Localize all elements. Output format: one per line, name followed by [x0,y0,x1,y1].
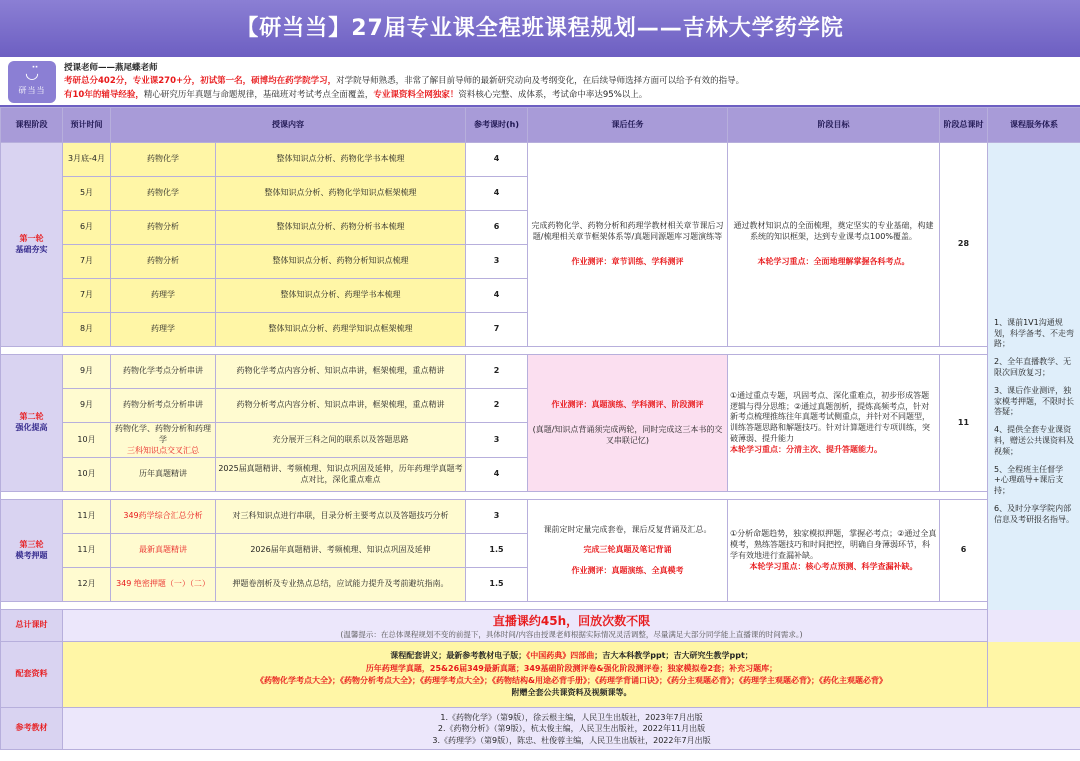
row-content: 对三科知识点进行串联，目录分析主要考点以及答题技巧分析 [216,500,466,534]
row-hours: 2 [466,355,528,389]
phase-2-goal: ①通过重点专题，巩固考点、深化重难点，初步形成答题逻辑与得分思维；②通过真题剖析，提炼高频考点，针对新考点梳理推练往年真题考试侧重点，并针对不同题型，训练答题思路和解题技巧。针对计算题进行专项训练，突破薄弱、提升能力 本轮学习重点：分清主次、提升答题能力。 [728,355,940,492]
header-phase: 课程阶段 [1,108,63,143]
row-hours: 4 [466,279,528,313]
header-content: 授课内容 [111,108,466,143]
phase-2-task: 作业测评：真题演练、学科测评、阶段测评 (真题/知识点背诵须完成两轮，同时完成这三本书的交叉串联记忆) [528,355,728,492]
row-content: 药物分析考点内容分析、知识点串讲，框架梳理，重点精讲 [216,389,466,423]
row-hours: 2 [466,389,528,423]
phase-2-label: 第二轮 强化提高 [1,355,63,492]
phase-3-total: 6 [940,500,988,602]
service-item: 3、课后作业测评，独家模考押题，不限时长答疑； [994,385,1074,417]
row-hours: 3 [466,423,528,458]
header-time: 预计时间 [63,108,111,143]
row-subject: 药理学 [111,313,216,347]
row-time: 9月 [63,355,111,389]
phase-divider [1,602,988,610]
logo-face-icon: ◡̈ [25,63,39,82]
logo-text: 研当当 [18,86,46,95]
row-subject: 历年真题精讲 [111,458,216,492]
phase-1-label: 第一轮 基础夯实 [1,143,63,347]
teacher-credentials: 考研总分402分，专业课270+分，初试第一名，硕博均在药学院学习，对学院导师熟悉，非常了解目前导师的最新研究动向及考纲变化，在后续导师选择方面可以给予有效的指导。 [64,76,745,86]
row-time: 7月 [63,279,111,313]
table-header-row [1,108,1080,143]
row-subject: 最新真题精讲 [111,534,216,568]
row-subject: 药理学 [111,279,216,313]
row-content: 充分展开三科之间的联系以及答题思路 [216,423,466,458]
textbook-item: 3.《药理学》（第9版），陈忠、杜俊蓉主编，人民卫生出版社，2022年7月出版 [432,735,711,745]
row-time: 9月 [63,389,111,423]
row-hours: 4 [466,177,528,211]
service-item: 5、全程班主任督学+心理疏导+课后支持； [994,464,1064,496]
phase-1-task: 完成药物化学、药物分析和药理学教材相关章节课后习题/梳理相关章节框架体系等/真题同源题库习题演练等 作业测评：章节训练、学科测评 [528,143,728,347]
header-service: 课程服务体系 [988,108,1080,143]
row-time: 3月底-4月 [63,143,111,177]
phase-2-total: 11 [940,355,988,492]
service-item: 6、及时分享学院内部信息及考研报名指导。 [994,503,1074,524]
row-subject: 药物分析考点分析串讲 [111,389,216,423]
row-hours: 3 [466,245,528,279]
row-hours: 3 [466,500,528,534]
brand-logo [8,61,56,103]
materials-info: 课程配套讲义；最新参考教材电子版；《中国药典》四部曲；吉大本科教学ppt；吉大研究生教学ppt； 历年药理学真题，25&26届349最新真题；349基础阶段测评卷&强化阶段测评卷；独家模拟卷2套；补充习题库； 《药物化学考点大全》；《药物分析考点大全》；《药理学考点大全》；《药物结构&用途必背手册》；《药理学背诵口诀》；《药分主观题必背》；《药理学主观题必背》；《药化主观题必背》 附赠全套公共课资料及视频课等。 [63,642,1080,708]
phase-3-goal: ①分析命题趋势，独家模拟押题，掌握必考点；②通过全真模考，熟练答题技巧和时间把控，明确自身薄弱环节，科学有效地进行查漏补缺。 本轮学习重点：核心考点预测、科学查漏补缺。 [728,500,940,602]
teacher-name: 授课老师——燕尾蝶老师 [64,63,158,73]
row-content: 整体知识点分析、药物分析知识点梳理 [216,245,466,279]
phase-3-label: 第三轮 模考押题 [1,500,63,602]
row-content: 整体知识点分析、药物化学知识点框架梳理 [216,177,466,211]
phase-1-total: 28 [940,143,988,347]
total-hours-label: 总计课时 [1,610,63,642]
row-content: 整体知识点分析、药理学书本梳理 [216,279,466,313]
textbooks-label: 参考教材 [1,708,63,750]
row-time: 5月 [63,177,111,211]
row-time: 6月 [63,211,111,245]
row-content: 整体知识点分析、药理学知识点框架梳理 [216,313,466,347]
row-subject: 349药学综合汇总分析 [111,500,216,534]
table-row [1,143,1080,177]
row-hours: 1.5 [466,534,528,568]
row-hours: 1.5 [466,568,528,602]
header-total: 阶段总课时 [940,108,988,143]
row-hours: 6 [466,211,528,245]
row-content: 整体知识点分析、药物分析书本梳理 [216,211,466,245]
row-time: 10月 [63,423,111,458]
header-task: 课后任务 [528,108,728,143]
textbook-item: 2.《药物分析》（第9版），杭太俊主编，人民卫生出版社，2022年11月出版 [437,724,706,734]
table-row [1,355,1080,389]
row-time: 7月 [63,245,111,279]
row-subject: 药物分析 [111,211,216,245]
phase-divider [1,347,988,355]
table-row [1,500,1080,534]
service-item: 2、全年直播教学、无限次回放复习； [994,357,1072,377]
teacher-experience: 有10年的辅导经验，精心研究历年真题与命题规律，基础班对考试考点全面覆盖，专业课资料全网独家！资料核心完整、成体系，考试命中率达95%以上。 [64,90,648,100]
row-subject: 349 绝密押题（一）（二） [111,568,216,602]
row-subject: 药物化学、药物分析和药理学 三科知识点交叉汇总 [111,423,216,458]
row-time: 12月 [63,568,111,602]
phase-divider [1,492,988,500]
materials-label: 配套资料 [1,642,63,708]
page-title: 【研当当】27届专业课全程班课程规划——吉林大学药学院 [0,0,1080,57]
row-subject: 药物化学 [111,143,216,177]
phase-3-task: 课前定时定量完成套卷，课后反复背诵及汇总。 完成三轮真题及笔记背诵 作业测评：真题演练、全真模考 [528,500,728,602]
row-content: 整体知识点分析、药物化学书本梳理 [216,143,466,177]
header-goal: 阶段目标 [728,108,940,143]
row-hours: 4 [466,143,528,177]
phase-1-goal: 通过教材知识点的全面梳理，奠定坚实的专业基础，构建系统的知识框架，达到专业课考点100%覆盖。 本轮学习重点：全面地理解掌握各科考点。 [728,143,940,347]
row-time: 8月 [63,313,111,347]
row-time: 10月 [63,458,111,492]
row-subject: 药物分析 [111,245,216,279]
row-content: 药物化学考点内容分析、知识点串讲，框架梳理，重点精讲 [216,355,466,389]
row-hours: 4 [466,458,528,492]
service-item: 1、课前1V1沟通规划，科学备考、不走弯路； [994,317,1074,349]
row-subject: 药物化学 [111,177,216,211]
row-subject: 药物化学考点分析串讲 [111,355,216,389]
header-hours: 参考课时(h) [466,108,528,143]
row-time: 11月 [63,500,111,534]
course-plan-table [0,107,1080,750]
service-item: 4、提供全套专业课资料，赠送公共课资料及视频； [994,425,1074,456]
textbooks-info [63,708,1080,750]
textbook-item: 1.《药物化学》（第9版），徐云根主编，人民卫生出版社，2023年7月出版 [440,712,703,722]
total-hours-info: 直播课约45h，回放次数不限 (温馨提示：在总体课程规划不变的前提下，具体时间/内容由授课老师根据实际情况灵活调整，尽量满足大部分同学能上直播课的时间需求。) [63,610,1080,642]
row-content: 押题卷剖析及专业热点总结，应试能力提升及考前避坑指南。 [216,568,466,602]
row-content: 2025届真题精讲、考频梳理、知识点巩固及延伸，历年药理学真题考点对比，深化重点难点 [216,458,466,492]
row-content: 2026届年真题精讲、考频梳理、知识点巩固及延伸 [216,534,466,568]
row-time: 11月 [63,534,111,568]
row-hours: 7 [466,313,528,347]
teacher-intro [0,57,1080,107]
